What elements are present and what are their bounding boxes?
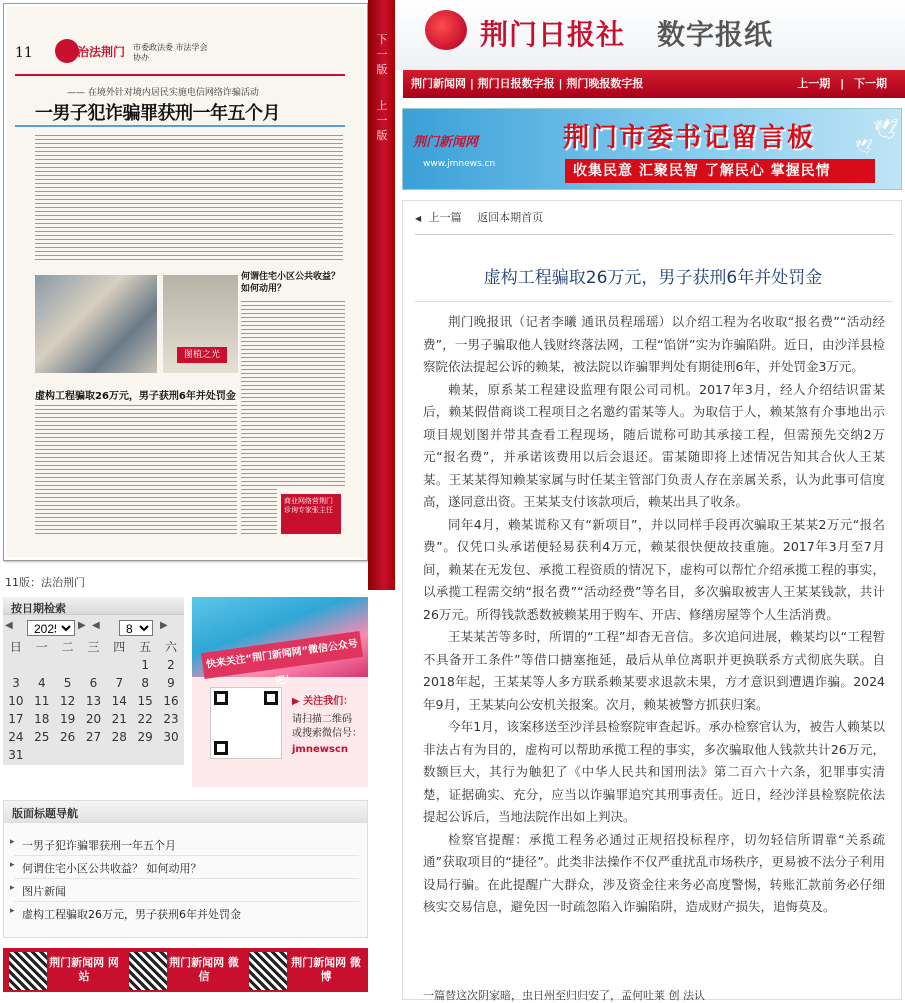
weekday-label: 日 [9, 640, 22, 654]
calendar-day [55, 746, 81, 764]
calendar-grid [3, 638, 184, 764]
site-links[interactable]: 荆门新闻网 | 荆门日报数字报 | 荆门晚报数字报 [411, 77, 644, 90]
calendar-day[interactable]: 24 [8, 730, 24, 744]
article-paragraph: 荆门晚报讯（记者李曦 通讯员程瑶瑶）以介绍工程为名收取“报名费”“活动经费”，一男子骗取他人钱财终落法网，工程“馅饼”实为诈骗陷阱。近日，由沙洋县检察院依法提起公诉的赖某，被法院以诈骗罪判处有期徒刑6年，并处罚金3万元。 [423, 314, 885, 374]
sponsor-text: 市委政法委 市法学会 [133, 43, 208, 52]
month-select[interactable] [119, 620, 153, 636]
wechat-promo[interactable] [192, 597, 368, 787]
prev-issue-link[interactable]: 上一期 [797, 77, 831, 90]
nav-item-1[interactable]: ▸ 一男子犯诈骗罪获刑一年五个月 [22, 837, 176, 853]
article-paragraph: 同年4月，赖某谎称又有“新项目”，并以同样手段再次骗取王某某2万元“报名费”。仅凭口头承诺便轻易获利4万元，赖某很快便故技重施。2017年3月至7月间，赖某在无发包、承揽工程资质的情况下，虚构可以帮忙介绍承揽工程的事实，以承揽工程需交纳“报名费”“活动经费”等名目，多次骗取被害人王某某钱款，共计26万元。所得钱款悉数被赖某用于购车、开店、修缮房屋等个人生活消费。 [423, 516, 885, 622]
calendar-day[interactable]: 14 [111, 694, 127, 708]
calendar-week [3, 674, 184, 692]
calendar-day[interactable]: 1 [141, 658, 149, 672]
footer-wechat[interactable]: 荆门新闻网 微信 [169, 956, 239, 983]
header-rule [15, 74, 345, 76]
weekday-label: 六 [164, 640, 177, 654]
calendar-day[interactable]: 2 [167, 658, 175, 672]
calendar-week [3, 710, 184, 728]
article-paragraph: 赖某，原系某工程建设监理有限公司司机。2017年3月，经人介绍结识雷某后，赖某假借商谈工程项目之名邀约雷某等人。为取信于人，赖某煞有介事地出示项目规划图并带其查看工程现场，随后谎称可助其承接工程，但需预先交纳2万元“报名费”，并承诺该费用以后会退还。雷某随即将上述情况告知其合伙人王某某。王某某得知赖某家属与时任某主管部门负责人存在亲属关系，认为此事可信度高，遂同意出资。王某某支付该款项后，赖某出具了收条。 [423, 381, 885, 509]
headline-nav [3, 800, 368, 938]
divider [14, 855, 359, 856]
calendar-day[interactable]: 21 [111, 712, 127, 726]
ad-slogan: 收集民意 汇聚民智 了解民心 掌握民情 [565, 159, 875, 183]
article-paragraph: 王某某苦等多时，所谓的“工程”却杳无音信。多次追问进展，赖某均以“工程暂不具备开工条件”等借口搪塞拖延，最后从单位离职并更换联系方式彻底失联。自2018年起，王某某等人多方联系赖某要求退款未果，方才意识到遭遇诈骗。2024年9月，王某某向公安机关报案。次月，赖某被警方抓获归案。 [423, 629, 885, 712]
calendar-day[interactable]: 7 [115, 676, 124, 690]
column-title: 治法荆门 [77, 45, 126, 59]
secretary-message-board-ad[interactable] [402, 108, 902, 190]
story1-kicker: —— 在境外针对境内居民实施电信网络诈骗活动 [67, 88, 259, 98]
column-sponsor [133, 43, 208, 63]
calendar-day[interactable]: 31 [8, 748, 24, 762]
calendar-day[interactable]: 4 [37, 676, 46, 690]
next-page-link[interactable]: 下一版 [376, 33, 388, 76]
dove-icon: 🕊 [855, 139, 873, 155]
year-prev-arrow-icon[interactable]: ◀ [5, 620, 13, 631]
calendar-day [106, 746, 132, 764]
calendar-day[interactable]: 27 [85, 730, 102, 744]
calendar-day [158, 746, 184, 764]
story1-headline[interactable]: 一男子犯诈骗罪获刑一年五个月 [35, 103, 280, 124]
article-panel [402, 200, 902, 1000]
article-title: 虚构工程骗取26万元，男子获刑6年并处罚金 [483, 268, 823, 288]
website-qr-code[interactable] [9, 952, 47, 990]
newspaper-ad: 商业网络营荆门 诊询专家张主任 [281, 494, 341, 534]
weibo-qr-code[interactable] [249, 952, 287, 990]
calendar-day [132, 746, 158, 764]
calendar-day[interactable]: 17 [8, 712, 24, 726]
page-header [15, 37, 355, 75]
newspaper-page-image[interactable] [7, 7, 364, 557]
ad-url: www.jmnews.cn [423, 159, 496, 169]
story3-headline[interactable]: 虚构工程骗取26万元，男子获刑6年并处罚金 [35, 391, 236, 402]
issue-nav-divider: | [840, 77, 845, 90]
calendar-day[interactable]: 20 [85, 712, 102, 726]
calendar-day [29, 746, 55, 764]
dove-icon: 🕊 [873, 117, 899, 141]
headline-nav-title: 版面标题导航 [4, 801, 367, 823]
story1-body [35, 133, 343, 261]
story3-body-right [241, 387, 277, 537]
calendar-day[interactable]: 8 [141, 676, 149, 690]
divider [14, 878, 359, 879]
qr-corner [214, 741, 228, 755]
nav-item-3[interactable]: ▸ 图片新闻 [22, 883, 66, 899]
month-next-arrow-icon[interactable]: ▶ [160, 620, 168, 631]
calendar-day[interactable]: 23 [163, 712, 179, 726]
back-to-issue-link[interactable]: 返回本期首页 [477, 211, 544, 224]
calendar-day[interactable]: 5 [63, 676, 72, 690]
calendar-day[interactable]: 18 [34, 712, 50, 726]
promo-account: jmnewscn [292, 744, 348, 755]
footer-qr-strip [3, 948, 368, 992]
divider [15, 125, 345, 127]
weekday-label: 二 [61, 640, 74, 654]
calendar-day [55, 656, 81, 674]
news-photo [35, 275, 157, 373]
nav-item-4[interactable]: ▸ 虚构工程骗取26万元，男子获刑6年并处罚金 [22, 906, 241, 922]
calendar-day[interactable]: 9 [167, 676, 175, 690]
story2-headline[interactable]: 何谓住宅小区公共收益？如何动用？ [241, 272, 341, 294]
newspaper-page-frame[interactable] [3, 3, 368, 561]
page-label: 11版：法治荆门 [5, 576, 85, 589]
weekday-label: 五 [139, 640, 152, 654]
calendar-day[interactable]: 10 [8, 694, 24, 708]
calendar-day [81, 746, 107, 764]
nav-item-2[interactable]: ▸ 何谓住宅小区公共收益？ 如何动用？ [22, 860, 202, 876]
prev-article-link[interactable]: 上一篇 [428, 211, 462, 224]
calendar-day[interactable]: 13 [85, 694, 102, 708]
column-logo-icon [55, 39, 79, 63]
qr-corner [264, 691, 278, 705]
article-body [423, 311, 885, 919]
site-header [395, 0, 905, 70]
promo-follow: ▶ 关注我们： [292, 696, 354, 707]
divider [415, 301, 893, 302]
top-nav-bar [403, 70, 905, 98]
month-prev-arrow-icon[interactable]: ◀ [92, 620, 100, 631]
prev-article-icon[interactable]: ◀ [415, 214, 422, 223]
calendar-day[interactable]: 26 [59, 730, 76, 744]
divider [14, 901, 359, 902]
calendar-day[interactable]: 16 [163, 694, 179, 708]
calendar-weeks [3, 656, 184, 764]
year-select[interactable] [27, 620, 75, 636]
article-footer-hint: 一篇替这次阴家暗，虫日州至归归安了，孟何吐莱 创 法认 [423, 989, 705, 1002]
sponsor-suffix: 协办 [133, 53, 149, 62]
calendar-day[interactable]: 29 [137, 730, 153, 744]
calendar-day[interactable]: 6 [89, 676, 98, 690]
article-nav [415, 209, 893, 235]
weekday-label: 一 [35, 640, 48, 654]
calendar-week [3, 656, 184, 674]
jingmen-daily-logo-icon [425, 10, 467, 50]
page-switch-tab [368, 0, 395, 590]
calendar-day[interactable]: 22 [137, 712, 153, 726]
calendar-day[interactable]: 15 [137, 694, 153, 708]
wechat-qr-code-small[interactable] [129, 952, 167, 990]
story3-body [35, 403, 237, 537]
promo-scan: 请扫描二维码 [292, 714, 352, 725]
promo-search: 或搜索微信号： [292, 728, 362, 739]
brand-name: 荆门日报社 [480, 18, 626, 51]
promo-banner-text: 快来关注“荆门新闻网”微信公众号吧！ [201, 631, 363, 679]
calendar-day[interactable]: 30 [163, 730, 179, 744]
ad-title: 荆门市委书记留言板 [563, 123, 816, 153]
year-next-arrow-icon[interactable]: ▶ [78, 620, 86, 631]
calendar-day[interactable]: 25 [34, 730, 50, 744]
footer-website[interactable]: 荆门新闻网 网站 [49, 956, 119, 983]
calendar-day[interactable]: 3 [12, 676, 20, 690]
page-number: 11 [15, 45, 33, 61]
wechat-qr-code [210, 687, 282, 759]
issue-nav [797, 70, 887, 98]
calendar-day[interactable]: 12 [59, 694, 76, 708]
calendar-day [81, 656, 107, 674]
calendar-day [106, 656, 132, 674]
photo-column-badge: 图植之光 [177, 347, 227, 363]
footer-weibo[interactable]: 荆门新闻网 微博 [291, 956, 361, 983]
calendar-title: 按日期检索 [3, 597, 184, 615]
product-name: 数字报纸 [657, 18, 774, 51]
ad-logo: 荆门新闻网 [413, 135, 479, 150]
weekday-header [3, 638, 184, 656]
weekday-label: 三 [87, 640, 100, 654]
prev-page-link[interactable]: 上一版 [376, 99, 388, 142]
calendar-day[interactable]: 28 [111, 730, 127, 744]
calendar-day [29, 656, 55, 674]
calendar-day[interactable]: 11 [34, 694, 50, 708]
calendar-day[interactable]: 19 [59, 712, 76, 726]
calendar-week [3, 746, 184, 764]
weekday-label: 四 [113, 640, 126, 654]
qr-corner [214, 691, 228, 705]
article-paragraph: 今年1月，该案移送至沙洋县检察院审查起诉。承办检察官认为，被告人赖某以非法占有为目的，虚构可以帮助承揽工程的事实，多次骗取他人钱款共计26万元，数额巨大，其行为触犯了《中华人民共和国刑法》第二百六十六条，犯罪事实清楚，证据确实、充分，应当以诈骗罪追究其刑事责任。近日，经沙洋县检察院依法提起公诉后，当地法院作出如上判决。 [423, 719, 885, 824]
next-issue-link[interactable]: 下一期 [854, 77, 887, 90]
calendar-week [3, 728, 184, 746]
article-paragraph: 检察官提醒：承揽工程务必通过正规招投标程序，切勿轻信所谓靠“关系疏通”获取项目的“捷径”。此类非法操作不仅严重扰乱市场秩序，更易被不法分子利用设局行骗。在此提醒广大群众，涉及资金往来务必高度警惕，转账汇款前务必仔细核实交易信息，避免因一时疏忽陷入诈骗陷阱，造成财产损失，追悔莫及。 [423, 831, 885, 914]
calendar-day [3, 656, 29, 674]
calendar-week [3, 692, 184, 710]
